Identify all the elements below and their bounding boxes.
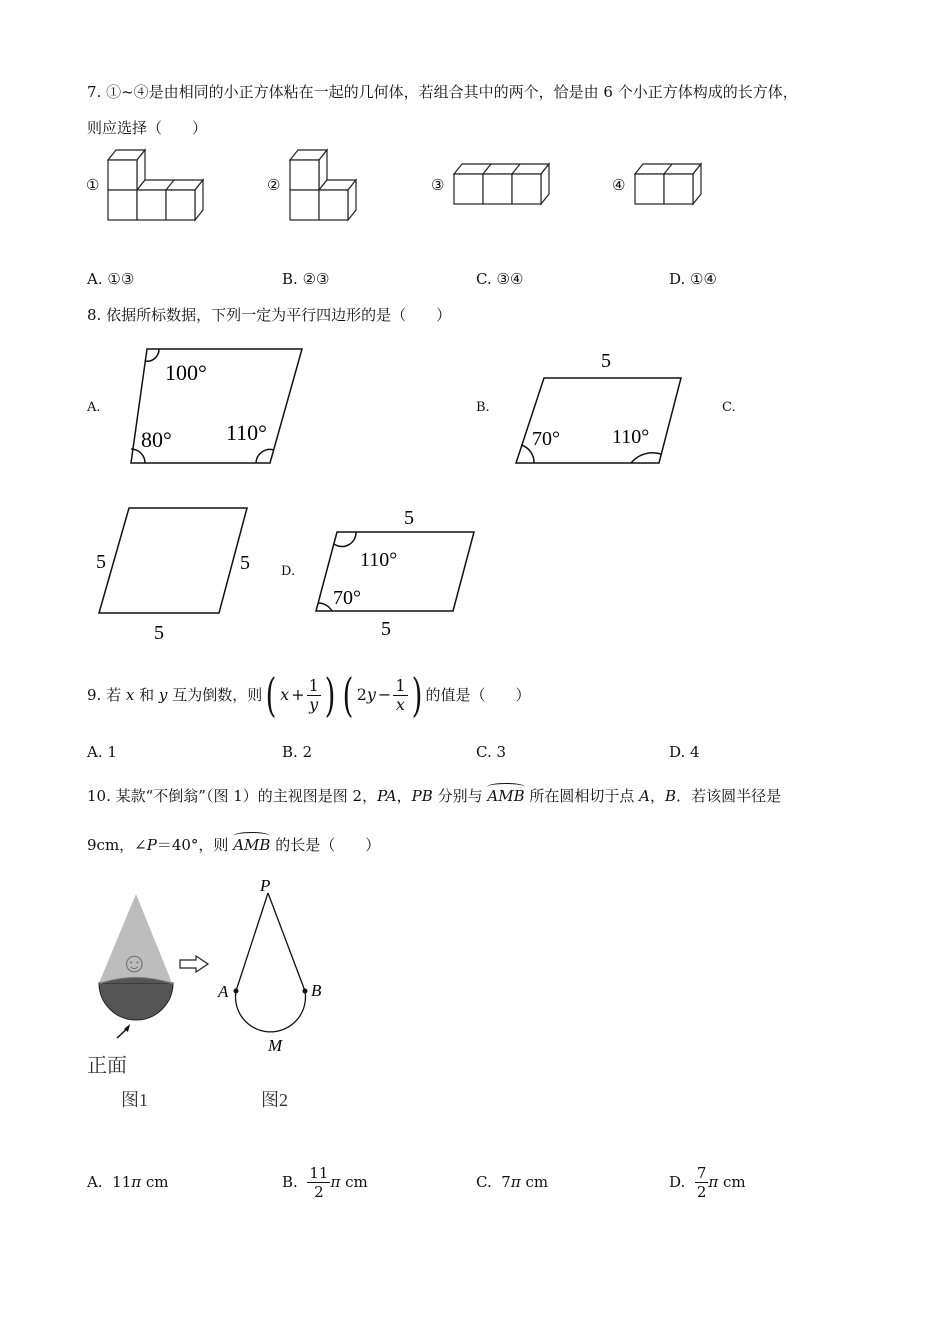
q7-option-c[interactable] xyxy=(476,270,523,288)
q7-figure-2 xyxy=(290,148,360,220)
q9-option-d-letter: D. xyxy=(669,743,686,761)
q10-option-a-letter: A. xyxy=(87,1173,103,1191)
q10-line1-a: 10. 某款“不倒翁”（图 1）的主视图是图 2， xyxy=(87,787,378,805)
q10-option-d-pi: π xyxy=(708,1173,719,1191)
q8-figure-d xyxy=(310,504,485,644)
q9-option-c-text: 3 xyxy=(496,743,507,761)
q10-line2-b: ＝40°，则 xyxy=(156,836,229,854)
q9-option-b[interactable] xyxy=(282,743,312,761)
q9-option-b-text: 2 xyxy=(302,743,313,761)
q9-and: 和 xyxy=(139,686,155,704)
q9-frac1-den: y xyxy=(309,694,319,714)
q10-line2-a: 9cm，∠ xyxy=(87,836,147,854)
q10-smiley-icon: ☺ xyxy=(120,948,149,979)
q7-option-a-letter: A. xyxy=(87,270,103,288)
q10-fig2-caption: 图2 xyxy=(261,1090,288,1110)
q9-stem xyxy=(87,670,530,720)
q9-suffix: 的值是（ ） xyxy=(425,686,531,704)
q7-option-c-text: ③④ xyxy=(496,270,524,288)
q8-c-bottom-5: 5 xyxy=(154,622,164,644)
q10-line1-b: 分别与 xyxy=(437,787,483,805)
q10-option-d-fraction xyxy=(695,1164,709,1201)
q7-fig2-label: ② xyxy=(267,176,281,194)
q7-figure-4 xyxy=(635,162,707,208)
q7-option-c-letter: C. xyxy=(476,270,492,288)
q7-stem-line2: 则应选择（ ） xyxy=(87,119,208,137)
q9-option-d[interactable] xyxy=(669,743,700,761)
q7-figure-1 xyxy=(108,148,208,220)
q9-var-x: x xyxy=(125,686,135,704)
q10-point-b: B xyxy=(665,787,677,805)
q10-option-b-num: 11 xyxy=(309,1163,329,1182)
q8-c-right-5: 5 xyxy=(240,552,250,574)
q10-fig2-label-b: B xyxy=(311,981,322,1000)
q8-d-angle-110: 110° xyxy=(360,549,398,571)
q8-figure-a xyxy=(125,343,310,471)
q9-option-a-text: 1 xyxy=(107,743,117,761)
q7-option-a[interactable] xyxy=(87,270,134,288)
q10-front-label: 正面 xyxy=(87,1055,127,1077)
q7-option-b[interactable] xyxy=(282,270,329,288)
q10-pa: PA xyxy=(377,787,397,805)
q8-option-b-letter[interactable]: B. xyxy=(476,400,490,415)
q8-figure-b xyxy=(510,347,690,469)
q10-arc-amb: AMB xyxy=(487,787,525,805)
q10-pb: PB xyxy=(411,787,433,805)
q9-expr-plus: + xyxy=(291,685,305,704)
q10-comma: ， xyxy=(396,787,412,805)
q7-option-b-letter: B. xyxy=(282,270,298,288)
q10-option-d-num: 7 xyxy=(696,1163,707,1182)
q10-stem-line1 xyxy=(87,786,781,806)
q7-option-d-text: ①④ xyxy=(690,270,717,288)
q10-option-c[interactable] xyxy=(476,1160,548,1204)
q10-option-c-letter: C. xyxy=(476,1173,492,1191)
q10-stem-line2 xyxy=(87,835,380,855)
q10-option-b[interactable] xyxy=(282,1160,368,1204)
q8-b-side-5: 5 xyxy=(601,350,611,372)
q10-fig2-label-m: M xyxy=(268,1036,283,1055)
q8-a-angle-100: 100° xyxy=(165,360,207,385)
q10-figure-2 xyxy=(212,872,342,1118)
q10-fig1-caption: 图1 xyxy=(121,1090,148,1110)
q9-option-b-letter: B. xyxy=(282,743,298,761)
right-arrow-icon xyxy=(178,955,212,973)
q9-var-y: y xyxy=(158,686,168,704)
q10-option-d-letter: D. xyxy=(669,1173,686,1191)
q9-expr-minus: − xyxy=(377,685,392,704)
q8-option-d-letter[interactable]: D. xyxy=(281,564,296,579)
q10-point-a: A xyxy=(639,787,651,805)
q10-option-c-unit: cm xyxy=(525,1173,549,1191)
q10-option-c-coef: 7 xyxy=(501,1173,511,1191)
q9-fraction-1-over-x xyxy=(393,677,407,714)
q10-option-b-fraction xyxy=(307,1164,330,1201)
q9-fraction-1-over-y xyxy=(307,677,321,714)
q10-line1-d: ．若该圆半径是 xyxy=(676,787,782,805)
q10-fig2-label-a: A xyxy=(218,982,229,1001)
q8-option-a-letter[interactable]: A. xyxy=(87,400,101,415)
q9-frac2-num: 1 xyxy=(395,675,406,695)
q10-arc-amb-2: AMB xyxy=(233,836,271,854)
q10-comma-2: ， xyxy=(650,787,666,805)
q8-d-top-5: 5 xyxy=(404,507,414,529)
q7-option-a-text: ①③ xyxy=(107,270,135,288)
q7-option-d-letter: D. xyxy=(669,270,686,288)
q10-p: P xyxy=(146,836,157,854)
q10-option-d-unit: cm xyxy=(723,1173,746,1191)
q7-figure-3 xyxy=(454,162,554,208)
q9-option-d-text: 4 xyxy=(690,743,700,761)
q9-option-c-letter: C. xyxy=(476,743,492,761)
q9-expr-y: y xyxy=(366,685,376,704)
q9-expr-two: 2 xyxy=(356,685,367,704)
q10-option-b-pi: π xyxy=(330,1173,341,1191)
q8-option-c-letter[interactable]: C. xyxy=(722,400,736,415)
q10-option-a-coef: 11 xyxy=(112,1173,132,1191)
q10-line1-c: 所在圆相切于点 xyxy=(529,787,635,805)
q9-option-a[interactable] xyxy=(87,743,117,761)
q7-option-b-text: ②③ xyxy=(302,270,330,288)
q10-option-d[interactable] xyxy=(669,1160,746,1204)
q8-c-left-5: 5 xyxy=(96,551,106,573)
q9-frac1-num: 1 xyxy=(308,675,319,695)
q8-d-bottom-5: 5 xyxy=(381,618,391,640)
q10-option-a[interactable] xyxy=(87,1160,169,1204)
q7-option-d[interactable] xyxy=(669,270,717,288)
q8-a-angle-110: 110° xyxy=(226,420,267,445)
q8-b-angle-110: 110° xyxy=(612,426,650,448)
q10-option-c-pi: π xyxy=(510,1173,521,1191)
q7-fig4-label: ④ xyxy=(612,176,626,194)
q10-line2-c: 的长是（ ） xyxy=(275,836,381,854)
q9-mid: 互为倒数，则 xyxy=(172,686,263,704)
q8-figure-c xyxy=(90,500,265,645)
q10-option-b-unit: cm xyxy=(345,1173,368,1191)
q7-stem-line1: 7. ①~④是由相同的小正方体粘在一起的几何体，若组合其中的两个，恰是由 6 个小正方体构成的长方体， xyxy=(87,83,798,101)
q10-option-a-unit: cm xyxy=(145,1173,169,1191)
q10-option-b-den: 2 xyxy=(314,1182,324,1201)
q9-prefix: 9. 若 xyxy=(87,686,122,704)
q10-option-a-pi: π xyxy=(131,1173,142,1191)
q7-fig1-label: ① xyxy=(86,176,100,194)
q9-option-c[interactable] xyxy=(476,743,506,761)
q7-fig3-label: ③ xyxy=(431,176,445,194)
q9-option-a-letter: A. xyxy=(87,743,103,761)
q8-stem: 8. 依据所标数据，下列一定为平行四边形的是（ ） xyxy=(87,306,452,324)
q8-d-angle-70: 70° xyxy=(333,587,361,609)
q9-frac2-den: x xyxy=(395,694,405,714)
q8-b-angle-70: 70° xyxy=(532,428,560,450)
q9-expression: ( x + $\frac{1}{y}$ ) ( 2 y − $\frac{1}{x}$ ) xyxy=(265,668,422,722)
q10-option-b-letter: B. xyxy=(282,1173,298,1191)
q10-option-d-den: 2 xyxy=(696,1182,707,1201)
q9-expr-x: x xyxy=(280,685,290,704)
q10-fig2-label-p: P xyxy=(260,876,271,895)
q10-figure-1 xyxy=(85,888,210,1118)
q8-a-angle-80: 80° xyxy=(141,427,172,452)
